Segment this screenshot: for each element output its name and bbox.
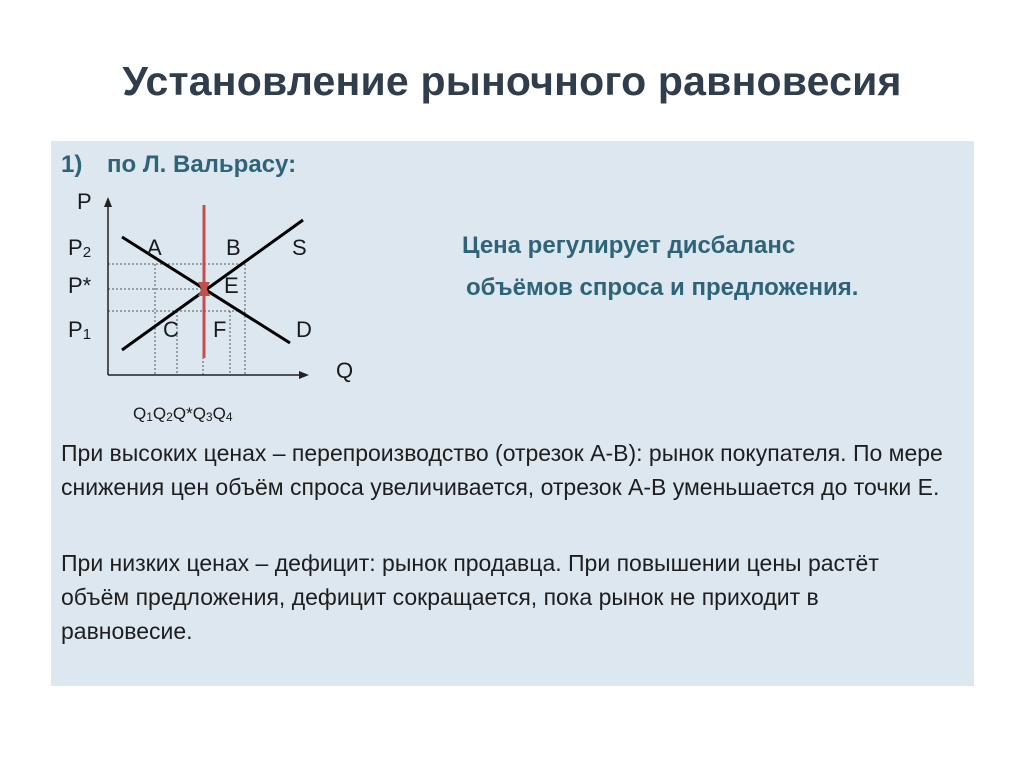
p1-sub: 1 [82,326,92,343]
p1-letter: P [68,317,83,342]
slide-title: Установление рыночного равновесия [122,58,902,104]
q2-sub: 2 [166,410,173,424]
q3-sub: 3 [205,410,213,424]
point-d-label: D [296,317,312,342]
point-c-label: C [163,317,179,342]
q-axis-ticks [133,404,233,424]
point-s-label: S [292,235,307,260]
q3-letter: Q [192,404,206,423]
point-f-label: F [213,317,227,342]
p1-label [68,317,91,343]
qstar-label: Q* [172,404,193,423]
quantity-axis-arrow-icon [299,371,309,379]
heading-number: 1) [61,151,83,178]
q1-letter: Q [133,404,147,423]
axis-q-label: Q [336,358,354,383]
walras-diagram [60,185,380,430]
p2-sub: 2 [82,244,92,261]
p2-label [68,235,91,261]
paragraph-low-prices: При низких ценах – дефицит: рынок продавца. При повышении цены растёт объём предложения, дефицит сокращается, пока рынок не приходит в равновесие. [61,550,879,644]
q2-letter: Q [152,404,167,423]
p2-letter: P [68,235,83,260]
q1-sub: 1 [146,410,153,424]
axis-p-label: P [77,189,92,214]
note-line-1: Цена регулирует дисбаланс [462,232,796,259]
point-e-label: E [224,273,239,298]
point-a-label: A [147,235,162,260]
note-line-2: объёмов спроса и предложения. [466,274,859,301]
point-b-label: B [226,235,241,260]
q4-sub: 4 [225,410,233,424]
heading-text: по Л. Вальрасу: [107,151,297,178]
section-heading [61,151,296,179]
price-axis-arrow-icon [104,197,112,207]
q4-letter: Q [212,404,226,423]
paragraph-high-prices: При высоких ценах – перепроизводство (отрезок А-В): рынок покупателя. По мере снижения цен объём спроса увеличивается, отрезок А-В уменьшается до точки Е. [61,440,943,500]
pstar-label: P* [68,273,92,298]
